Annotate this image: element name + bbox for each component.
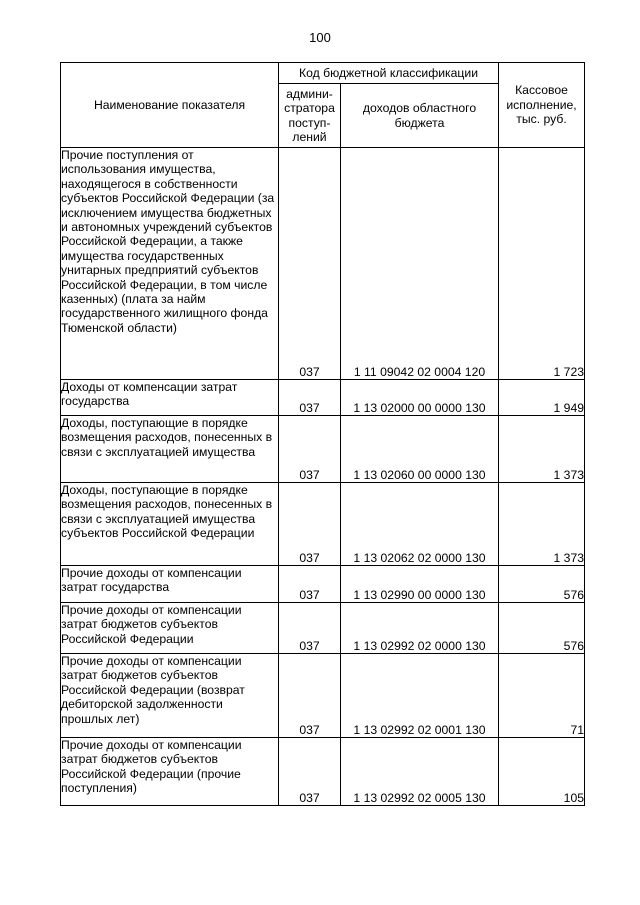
row-name: Прочие доходы от компенсации затрат бюджетов субъектов Российской Федерации (61, 603, 279, 654)
table-row (61, 566, 585, 603)
row-admin: 037 (279, 738, 341, 806)
row-code: 1 13 02990 00 0000 130 (341, 566, 499, 603)
row-name: Прочие поступления от использования имущества, находящегося в собственности субъектов Российской Федерации (за исключением имущества бюджетных и автономных учреждений субъектов Российской Федерации, а также имущества государственных унитарных предприятий субъектов Российской Федерации, в том числе казенных) (плата за найм государственного жилищного фонда Тюменской области) (61, 148, 279, 380)
row-value: 71 (499, 654, 585, 738)
row-code: 1 13 02062 02 0000 130 (341, 483, 499, 566)
row-admin: 037 (279, 148, 341, 380)
table-row (61, 148, 585, 380)
table-row (61, 483, 585, 566)
table-row (61, 416, 585, 483)
row-name: Доходы от компенсации затрат государства (61, 380, 279, 416)
row-value: 1 723 (499, 148, 585, 380)
row-name: Прочие доходы от компенсации затрат бюджетов субъектов Российской Федерации (прочие поступления) (61, 738, 279, 806)
budget-table (60, 62, 585, 806)
row-value: 1 373 (499, 483, 585, 566)
row-code: 1 13 02992 02 0001 130 (341, 654, 499, 738)
header-income: доходов областного бюджета (341, 84, 499, 148)
row-value: 1 949 (499, 380, 585, 416)
row-admin: 037 (279, 603, 341, 654)
row-value: 576 (499, 566, 585, 603)
row-code: 1 13 02000 00 0000 130 (341, 380, 499, 416)
table-row (61, 603, 585, 654)
row-value: 105 (499, 738, 585, 806)
row-admin: 037 (279, 483, 341, 566)
header-name: Наименование показателя (61, 63, 279, 148)
header-code-group: Код бюджетной классификации (279, 63, 499, 84)
header-kass: Кассовое исполнение, тыс. руб. (499, 63, 585, 148)
table-body (61, 148, 585, 806)
row-code: 1 11 09042 02 0004 120 (341, 148, 499, 380)
row-value: 1 373 (499, 416, 585, 483)
table-header (61, 63, 585, 148)
table-row (61, 380, 585, 416)
row-name: Прочие доходы от компенсации затрат бюджетов субъектов Российской Федерации (возврат дебиторской задолженности прошлых лет) (61, 654, 279, 738)
row-admin: 037 (279, 416, 341, 483)
header-admin: админи-стратора поступ-лений (279, 84, 341, 148)
page-number: 100 (309, 30, 331, 45)
table-row (61, 738, 585, 806)
row-code: 1 13 02992 02 0000 130 (341, 603, 499, 654)
row-name: Прочие доходы от компенсации затрат государства (61, 566, 279, 603)
row-name: Доходы, поступающие в порядке возмещения расходов, понесенных в связи с эксплуатацией имущества субъектов Российской Федерации (61, 483, 279, 566)
row-admin: 037 (279, 566, 341, 603)
row-admin: 037 (279, 654, 341, 738)
table-row (61, 654, 585, 738)
row-code: 1 13 02060 00 0000 130 (341, 416, 499, 483)
row-name: Доходы, поступающие в порядке возмещения расходов, понесенных в связи с эксплуатацией имущества (61, 416, 279, 483)
row-admin: 037 (279, 380, 341, 416)
row-code: 1 13 02992 02 0005 130 (341, 738, 499, 806)
row-value: 576 (499, 603, 585, 654)
